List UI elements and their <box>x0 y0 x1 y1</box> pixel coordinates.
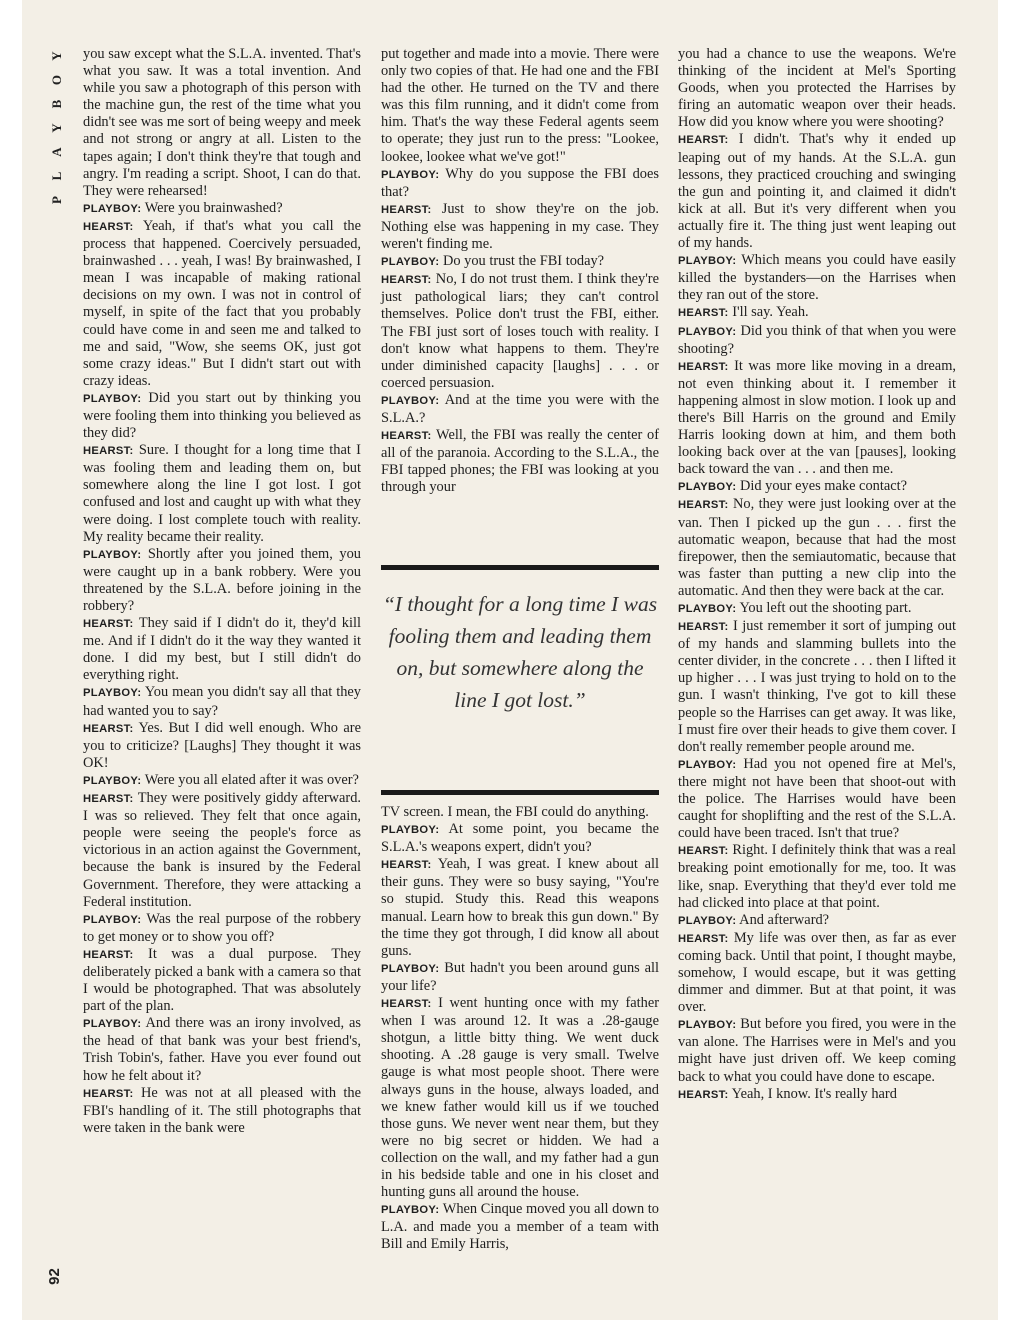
interview-paragraph <box>83 546 361 615</box>
speaker-playboy: PLAYBOY: <box>381 168 440 181</box>
interview-paragraph <box>381 1201 659 1253</box>
speaker-hearst: HEARST: <box>381 203 432 216</box>
speaker-playboy: PLAYBOY: <box>83 548 142 561</box>
paragraph-text: I just remember it sort of jumping out of my hands and slamming bullets into the center divider, in the concrete . . . then I lifted it up higher . . . I was just trying to hold on to the gun. I wasn't thinking, I've got to kill these people so the Harrises can get away. It was like, I must fire over their heads to give them cover. I don't really remember people around me. <box>678 618 956 755</box>
speaker-hearst: HEARST: <box>83 1087 134 1100</box>
interview-paragraph <box>83 911 361 946</box>
page-number: 92 <box>45 1268 63 1285</box>
interview-paragraph <box>381 856 659 960</box>
paragraph-text: Yeah, I know. It's really hard <box>731 1085 897 1102</box>
paragraph-text: You left out the shooting part. <box>739 600 912 616</box>
speaker-playboy: PLAYBOY: <box>678 914 737 927</box>
paragraph-text: put together and made into a movie. There were only two copies of that. He had one and the FBI had the other. He turned on the TV and there was this film running, and it didn't come from him. That's the way these Federal agents seem to operate; they just run to the press: "Lookee, lookee, lookee what we've got!" <box>381 46 659 165</box>
paragraph-text: TV screen. I mean, the FBI could do anything. <box>381 804 649 820</box>
interview-paragraph <box>381 46 659 166</box>
speaker-hearst: HEARST: <box>381 998 432 1011</box>
speaker-hearst: HEARST: <box>83 445 134 458</box>
interview-paragraph <box>83 390 361 442</box>
masthead-letter: A <box>49 147 64 157</box>
interview-paragraph <box>83 946 361 1015</box>
paragraph-text: Why do you suppose the FBI does that? <box>381 165 659 200</box>
masthead-letter: Y <box>49 123 64 133</box>
paragraph-text: Were you all elated after it was over? <box>144 771 359 788</box>
paragraph-text: Did your eyes make contact? <box>739 478 907 495</box>
interview-paragraph <box>678 358 956 479</box>
paragraph-text: Yes. But I did well enough. Who are you to criticize? [Laughs] They thought it was OK! <box>83 719 361 771</box>
masthead-letter: O <box>49 74 64 86</box>
speaker-playboy: PLAYBOY: <box>381 962 440 975</box>
paragraph-text: And afterward? <box>739 911 830 928</box>
paragraph-text: But hadn't you been around guns all your life? <box>381 959 659 994</box>
speaker-playboy: PLAYBOY: <box>678 481 737 494</box>
speaker-playboy: PLAYBOY: <box>381 1204 440 1217</box>
paragraph-text: You mean you didn't say all that they had wanted you to say? <box>83 684 361 719</box>
speaker-playboy: PLAYBOY: <box>83 774 142 787</box>
interview-paragraph <box>678 304 956 322</box>
interview-paragraph <box>381 427 659 496</box>
interview-paragraph <box>678 131 956 252</box>
paragraph-text: Were you brainwashed? <box>144 199 283 216</box>
speaker-hearst: HEARST: <box>381 430 432 443</box>
speaker-playboy: PLAYBOY: <box>381 394 440 407</box>
interview-paragraph <box>83 772 361 790</box>
speaker-playboy: PLAYBOY: <box>678 325 737 338</box>
interview-paragraph <box>381 392 659 427</box>
paragraph-text: Yeah, if that's what you call the process that happened. Coercively persuaded, brainwashed . . . yeah, I was! By brainwashed, I mean I was incapable of making rational decisions on my own. I was not in control of myself, in spite of the fact that you probably could have come in and seen me and talked to me and said, "Wow, she seems OK, just got some crazy ideas." But I didn't start out with crazy ideas. <box>83 217 361 389</box>
paragraph-text: And there was an irony involved, as the head of that bank was your best friend's, Trish Tobin's, father. Have you ever found out how he felt about it? <box>83 1015 361 1084</box>
paragraph-text: No, I do not trust them. I think they're just pathological liars; they can't control themselves. Police don't trust the FBI, either. The FBI just sort of loses touch with reality. I don't know what happens to them. They're under diminished capacity [laughs] . . . or coerced persuasion. <box>381 271 659 391</box>
paragraph-text: Right. I definitely think that was a real breaking point emotionally for me, too. It was like, snap. Everything that they'd ever told me had clicked into place at that point. <box>678 842 956 911</box>
paragraph-text: He was not at all pleased with the FBI's handling of it. The still photographs that were taken in the bank were <box>83 1084 361 1136</box>
speaker-playboy: PLAYBOY: <box>83 202 142 215</box>
speaker-hearst: HEARST: <box>678 134 729 147</box>
speaker-playboy: PLAYBOY: <box>381 824 440 837</box>
speaker-hearst: HEARST: <box>678 1088 729 1101</box>
paragraph-text: They said if I didn't do it, they'd kill me. And if I didn't do it the way they wanted it done. I did my best, but I still didn't do everything right. <box>83 615 361 684</box>
speaker-playboy: PLAYBOY: <box>381 256 440 269</box>
paragraph-text: Which means you could have easily killed the bystanders—on the Harrises when they ran out of the store. <box>678 252 956 304</box>
speaker-playboy: PLAYBOY: <box>678 255 737 268</box>
playboy-masthead <box>50 44 64 212</box>
paragraph-text: Just to show they're on the job. Nothing else was happening in my case. They weren't finding me. <box>381 200 659 253</box>
speaker-hearst: HEARST: <box>678 621 729 634</box>
paragraph-text: And at the time you were with the S.L.A.? <box>381 391 659 426</box>
interview-paragraph <box>678 600 956 618</box>
speaker-hearst: HEARST: <box>83 722 134 735</box>
column-1 <box>83 46 361 1137</box>
interview-paragraph <box>381 201 659 253</box>
paragraph-text: Did you start out by thinking you were fooling them into thinking you believed as they did? <box>83 389 361 442</box>
paragraph-text: I didn't. That's why it ended up leaping out of my hands. At the S.L.A. gun lessons, they practiced crouching and swinging the gun and pointing it, and claimed it didn't kick at all. But it's very different when you actually fire it. The thing just went leaping out of my hands. <box>678 131 956 252</box>
speaker-hearst: HEARST: <box>381 274 432 287</box>
speaker-playboy: PLAYBOY: <box>678 758 737 771</box>
interview-paragraph <box>381 995 659 1201</box>
speaker-playboy: PLAYBOY: <box>678 1019 737 1032</box>
interview-paragraph <box>678 1016 956 1085</box>
speaker-hearst: HEARST: <box>678 932 729 945</box>
interview-paragraph <box>83 46 361 200</box>
speaker-hearst: HEARST: <box>381 859 432 872</box>
speaker-hearst: HEARST: <box>678 360 729 373</box>
speaker-hearst: HEARST: <box>83 948 134 961</box>
interview-paragraph <box>381 166 659 201</box>
interview-paragraph <box>83 790 361 911</box>
masthead-letter: L <box>49 171 64 181</box>
interview-paragraph <box>381 804 659 821</box>
interview-paragraph <box>83 200 361 218</box>
interview-paragraph <box>678 842 956 911</box>
interview-paragraph <box>83 1085 361 1137</box>
masthead-letter: P <box>49 196 64 204</box>
speaker-playboy: PLAYBOY: <box>83 392 142 405</box>
pull-quote-box <box>381 565 659 795</box>
interview-paragraph <box>381 271 659 392</box>
interview-paragraph <box>678 496 956 600</box>
speaker-playboy: PLAYBOY: <box>678 603 737 615</box>
masthead-letter: B <box>49 99 64 109</box>
paragraph-text: It was a dual purpose. They deliberately picked a bank with a camera so that I would be photographed. That was absolutely part of the plan. <box>83 945 361 1015</box>
paragraph-text: Sure. I thought for a long time that I was fooling them and leading them on, but somewhere along the line I got lost. I got confused and lost and caught up with what they were doing. I lost complete touch with reality. My reality became their reality. <box>83 442 361 545</box>
paragraph-text: you saw except what the S.L.A. invented. That's what you saw. It was a total invention. And while you saw a photograph of this person with the machine gun, the rest of the time what you didn't see was me sort of being weepy and meek and not strong or angry at all. Listen to the tapes again; I don't think they're that tough and angry. I'm reading a script. Shoot, I can do that. They were rehearsed! <box>83 46 361 199</box>
interview-paragraph <box>381 253 659 271</box>
paragraph-text: Had you not opened fire at Mel's, there might not have been that shoot-out with the police. The Harrises would have been caught for shoplifting and the rest of the S.L.A. could have been traced. Isn't that true? <box>678 755 956 842</box>
paragraph-text: They were positively giddy afterward. I was so relieved. They felt that once again, people were seeing the people's force as victorious in an action against the Government, because the bank is insured by the Federal Government. Therefore, they were attacking a Federal institution. <box>83 790 361 910</box>
interview-paragraph <box>83 442 361 546</box>
interview-paragraph <box>83 218 361 390</box>
paragraph-text: No, they were just looking over at the van. Then I picked up the gun . . . first the automatic weapon, because that had the most firepower, then the semiautomatic, because that was faster than putting a new clip into the automatic. And then they were back at the car. <box>678 496 956 599</box>
paragraph-text: Did you think of that when you were shooting? <box>678 322 956 357</box>
interview-paragraph <box>678 478 956 496</box>
interview-paragraph <box>678 930 956 1016</box>
speaker-hearst: HEARST: <box>83 220 134 233</box>
interview-paragraph <box>381 821 659 856</box>
interview-paragraph <box>678 756 956 842</box>
column-2 <box>381 46 659 496</box>
speaker-playboy: PLAYBOY: <box>83 687 142 700</box>
speaker-playboy: PLAYBOY: <box>83 913 142 926</box>
paragraph-text: you had a chance to use the weapons. We're thinking of the incident at Mel's Sporting Goods, when you protected the Harrises by firing an automatic weapon over their heads. How did you know where you were shooting? <box>678 46 956 131</box>
masthead-letter: Y <box>49 51 64 61</box>
paragraph-text: I'll say. Yeah. <box>732 304 809 321</box>
speaker-playboy: PLAYBOY: <box>83 1018 142 1031</box>
speaker-hearst: HEARST: <box>83 618 134 631</box>
paragraph-text: Well, the FBI was really the center of all of the paranoia. According to the S.L.A., the FBI tapped phones; the FBI was looking at you through your <box>381 427 659 496</box>
paragraph-text: It was more like moving in a dream, not even thinking about it. I remember it happening almost in slow motion. I look up and there's Bill Harris on the ground and Emily Harris looking down at him, and them both looking back over at the van [pauses], looking back toward the van . . . and then me. <box>678 357 956 478</box>
paragraph-text: Shortly after you joined them, you were caught up in a bank robbery. Were you threatened by the S.L.A. before joining in the robbery? <box>83 545 361 614</box>
paragraph-text: Was the real purpose of the robbery to get money or to show you off? <box>83 910 361 945</box>
interview-paragraph <box>83 720 361 772</box>
speaker-hearst: HEARST: <box>678 499 729 512</box>
paragraph-text: When Cinque moved you all down to L.A. and made you a member of a team with Bill and Emily Harris, <box>381 1201 659 1253</box>
interview-paragraph <box>678 1086 956 1104</box>
interview-paragraph <box>678 252 956 304</box>
interview-paragraph <box>83 1015 361 1084</box>
interview-paragraph <box>678 912 956 930</box>
interview-paragraph <box>381 960 659 995</box>
paragraph-text: Do you trust the FBI today? <box>442 253 605 270</box>
speaker-hearst: HEARST: <box>83 793 134 806</box>
paragraph-text: But before you fired, you were in the van alone. The Harrises were in Mel's and you might have just driven off. We keep coming back to what you could have done to escape. <box>678 1016 956 1085</box>
interview-paragraph <box>678 46 956 131</box>
paragraph-text: Yeah, I was great. I knew about all their guns. They were so busy saying, "You're so stupid. Study this. Read this weapons manual. Learn how to break this gun down." By the time they got through, I did know all about guns. <box>381 856 659 959</box>
interview-paragraph <box>678 323 956 358</box>
interview-paragraph <box>83 615 361 684</box>
paragraph-text: At some point, you became the S.L.A.'s weapons expert, didn't you? <box>381 821 659 856</box>
interview-paragraph <box>83 684 361 719</box>
paragraph-text: I went hunting once with my father when I was around 12. It was a .28-gauge shotgun, a little bitty thing. We went duck shooting. A .28 gauge is very small. Twelve gauge is what most people shoot. There were always guns in the house, always loaded, and we knew father would kill us if we touched those guns. We never went near them, but they were no big secret or hidden. We had a collection on the wall, and my father had a gun in his bedside table and one in his closet and hunting guns all around the house. <box>381 995 659 1201</box>
column-2-continued <box>381 804 659 1253</box>
speaker-hearst: HEARST: <box>678 307 729 320</box>
paragraph-text: My life was over then, as far as ever coming back. Until that point, I thought maybe, somehow, I would escape, but it was getting dimmer and dimmer. But at that point, it was over. <box>678 929 956 1016</box>
pull-quote: “I thought for a long time I was fooling them and leading them on, but somewhere along the line I got lost.” <box>382 592 658 712</box>
column-3 <box>678 46 956 1104</box>
speaker-hearst: HEARST: <box>678 845 729 858</box>
interview-paragraph <box>678 618 956 756</box>
